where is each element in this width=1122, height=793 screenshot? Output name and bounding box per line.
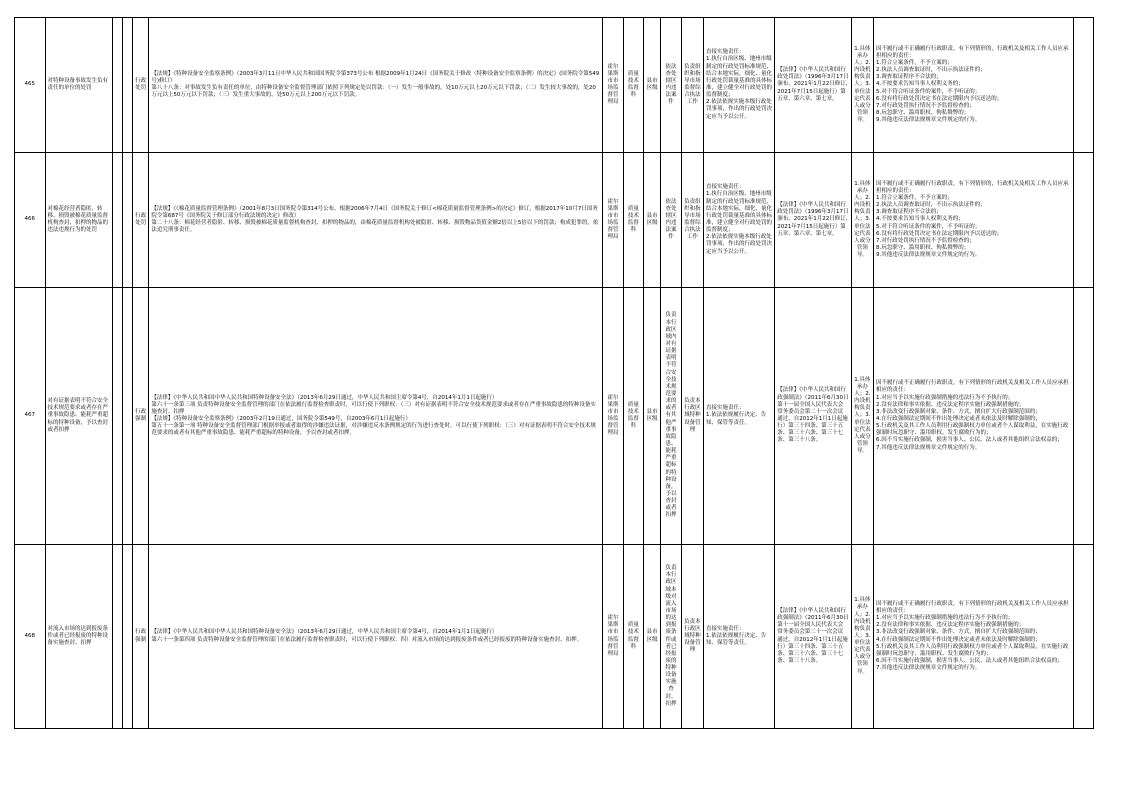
accountability-circumstances-line: 1.符合立案条件，不予立案的； [876, 60, 953, 66]
power-list-table [14, 17, 1094, 729]
accountability-circumstances-line: 3.调查取证程序不合法的； [876, 209, 942, 216]
accountability-circumstances-line: 1.对应当予以实施行政强制措施的违法行为不予执行的； [876, 615, 1014, 622]
responsibility-scope: 依法查处辖区内违法案件 [661, 18, 681, 153]
execution-level: 县市区级 [644, 18, 661, 153]
accountability-circumstances-line: 6.因不当实施行政强制，损害当事人、公民、法人或者其他组织合法权益的； [876, 437, 1063, 444]
implementing-department: 霍尔果斯市市场监督管理局 [603, 545, 623, 729]
legal-basis-line: 第八十八条：对事故发生负有责任的单位，由特种设备安全监督管理部门依照下列规定处以罚款：（一）发生一般事故的，处10万元以上20万元以下罚款；（二）发生较大事故的，处20万元以上50万元以下罚款；（三）发生重大事故的，处50万元以上200万元以下罚款。 [151, 85, 596, 99]
accountability-circumstances-line: 因不履行或不正确履行行政职责，有下列情形的，行政机关及相关工作人员应承担相应的责任： [876, 45, 1069, 59]
legal-basis [149, 288, 603, 545]
accountability-circumstances-line: 6.因不当实施行政强制，损害当事人、公民、法人或者其他组织合法权益的； [876, 657, 1063, 664]
table-row [15, 153, 1094, 288]
implementation-responsibility [704, 545, 775, 729]
accountability-circumstances-line: 因不履行或不正确履行行政职责，有下列情形的，行政机关及相关工作人员应承担相应的责任： [876, 180, 1069, 194]
accountability-circumstances-line: 2.没有法律和事实依据、违反法定程序实施行政强制措施的； [876, 401, 1025, 408]
row-number: 465 [15, 18, 46, 153]
blank-cell-b [122, 288, 132, 545]
blank-cell-a [112, 288, 122, 545]
power-type: 行政处罚 [133, 18, 149, 153]
responsibility-scope: 负责本行政区域本级对流入市场的达到报废条件或者已经报废的特种设备实施查封、扣押 [661, 545, 681, 729]
table-row [15, 288, 1094, 545]
legal-basis-line: 第二十八条：棉花经营者隐匿、转移、损毁被棉花质量监督机构查封、扣押的物品的，由棉花质量监督机构处被隐匿、转移、损毁物品货值金额2倍以上5倍以下的罚款；构成犯罪的，依法追究刑事责任。 [151, 220, 599, 234]
coordination-duty: 负责本行政区域特种设备管理 [681, 288, 703, 545]
table-row [15, 545, 1094, 729]
legal-basis [149, 545, 603, 729]
accountability-circumstances-line: 9.其他违反法律法规规章文件规定的行为。 [876, 252, 981, 259]
responsible-office: 质量技术监督科 [623, 545, 643, 729]
remarks-cell [1073, 545, 1093, 729]
implementation-responsibility-line: 2.依法依规实施本级行政处罚事项，作出的行政处罚决定应当予以公开。 [706, 99, 773, 120]
remarks-cell [1073, 288, 1093, 545]
legal-basis-line: 第六十一条第三项 负责特种设备安全监督管理的部门在依法履行监督检查职责时，可以行使下列职权：（三）对有证据表明不符合安全技术规范要求或者存在严重事故隐患的特种设备实施查封、扣押 [151, 401, 596, 415]
legal-basis-line: 【法规】《特种设备安全监察条例》（2003年2月19日通过，国务院令第549号，自2003年6月1日起施行） [151, 416, 411, 422]
power-type: 行政强制 [133, 545, 149, 729]
responsibility-scope: 负责本行政区域内对有证据表明不符合安全技术规范要求的或者有其他严重事故隐患、能耗严重超标的特种设备，予以查封或者扣押 [661, 288, 681, 545]
accountable-subject: 1.具体承办人；2.内设机构负责人；3.单位法定代表人或分管领导。 [851, 545, 873, 729]
accountability-law: 【法律】《中华人民共和国行政强制法》（2011年6月30日第十一届全国人民代表大会常务委员会第二十一次会议通过，自2012年1月1日起施行）第三十四条、第三十五条、第三十六条、第三十七条、第三十八条。 [775, 288, 851, 545]
implementation-responsibility-line: 直接实施责任： [706, 49, 745, 56]
accountability-law: 【法律】《中华人民共和国行政强制法》（2011年6月30日第十一届全国人民代表大会常务委员会第二十一次会议通过，自2012年1月1日起施行）第三十四条、第三十五条、第三十六条、第三十七条、第三十八条。 [775, 545, 851, 729]
implementation-responsibility [704, 153, 775, 288]
blank-cell-a [112, 545, 122, 729]
table-body [15, 18, 1094, 729]
implementation-responsibility-line: 直接实施责任： [706, 184, 745, 191]
accountability-circumstances-line: 2.没有法律和事实依据、违反法定程序实施行政强制措施的； [876, 622, 1025, 629]
legal-basis-line: 第五十一条第一项 特种设备安全监督管理部门根据举报或者取得的涉嫌违法证据，对涉嫌违反本条例规定的行为进行查处时，可以行使下列职权：（三）对有证据表明不符合安全技术规范要求的或者有其他严重事故隐患、能耗严重超标的特种设备，予以查封或者扣押。 [151, 423, 596, 437]
power-type: 行政强制 [133, 288, 149, 545]
legal-basis-line: 【法律】《中华人民共和国中华人民共和国特种设备安全法》（2013年6月29日通过，中华人民共和国主席令第4号，自2014年1月1日起施行） [151, 629, 498, 636]
accountability-law: 【法律】《中华人民共和国行政处罚法》（1996年3月17日颁布，2021年1月22日修订,2021年7月15日起施行）第五章、第六章、第七章。 [775, 18, 851, 153]
row-number: 468 [15, 545, 46, 729]
accountability-circumstances-line: 4.不按要求告知当事人权利义务的； [876, 81, 964, 88]
accountability-circumstances [874, 288, 1074, 545]
implementation-responsibility [704, 288, 775, 545]
accountable-subject: 1.具体承办人；2.内设机构负责人；3.单位法定代表人或分管领导。 [851, 153, 873, 288]
implementation-responsibility-line: 1.执行自治区级、地州市级制定的行政处罚标准规范，结合本地实际，细化、量化行政处罚裁量基准的具体标准，建立健全对行政处罚的监督制度； [706, 191, 773, 234]
legal-basis [149, 18, 603, 153]
accountability-circumstances-line: 7.对行政处罚执行情况不予监督检查的； [876, 102, 975, 109]
legal-basis [149, 153, 603, 288]
accountability-circumstances-line: 7.其他违反法律法规规章文件规定的行为。 [876, 665, 981, 672]
legal-basis-line: 第六十一条第四项 负责特种设备安全监督管理的部门在依法履行监督检查职责时，可以行使下列职权：四）对流入市场的达到报废条件或者已经报废的特种设备实施查封、扣押。 [151, 636, 583, 643]
accountability-circumstances-line: 1.符合立案条件，不予立案的； [876, 195, 953, 201]
remarks-cell [1073, 153, 1093, 288]
legal-basis-line: 【法规】《特种设备安全监察条例》（2003年3月11日中华人民共和国国务院令第373号公布 根据2009年1月24日《国务院关于修改〈特种设备安全监察条例〉的决定》(国务院令第549号)修订） [151, 70, 600, 84]
accountability-law: 【法律】《中华人民共和国行政处罚法》（1996年3月17日颁布，2021年1月22日修订,2021年7月15日起施行）第五章、第六章、第七章。 [775, 153, 851, 288]
accountability-circumstances-line: 4.在行政强制法定期间不作出处理决定或者未依法及时解除强制的； [876, 636, 1041, 643]
implementation-responsibility-line: 1.依法依规履行决定、告知、保管等责任。 [706, 412, 767, 426]
accountability-circumstances [874, 545, 1074, 729]
accountability-circumstances-line: 4.在行政强制法定期间不作出处理决定或者未依法及时解除强制的； [876, 416, 1041, 422]
accountability-circumstances [874, 153, 1074, 288]
implementation-responsibility [704, 18, 775, 153]
legal-basis-line: 【法律】《中华人民共和国中华人民共和国特种设备安全法》（2013年6月29日通过，中华人民共和国主席令第4号，自2014年1月1日起施行） [151, 394, 498, 401]
implementation-responsibility-line: 1.依法依规履行决定、告知、保管等责任。 [706, 632, 767, 647]
responsible-office: 质量技术监督科 [623, 18, 643, 153]
accountability-circumstances [874, 18, 1074, 153]
accountability-circumstances-line: 因不履行或不正确履行行政职责，有下列情形的行政机关及相关工作人员应承担相应的责任： [876, 600, 1069, 614]
implementing-department: 霍尔果斯市市场监督管理局 [603, 153, 623, 288]
accountability-circumstances-line: 7.其他违反法律法规规章文件规定的行为。 [876, 444, 981, 451]
implementation-responsibility-line: 直接实施责任： [706, 625, 745, 632]
responsibility-scope: 依法查处辖区内违法案件 [661, 153, 681, 288]
blank-cell-a [112, 153, 122, 288]
accountability-circumstances-line: 9.其他违反法律法规规章文件规定的行为。 [876, 117, 981, 124]
coordination-duty: 负责组织和指导市场监督综合执法工作 [681, 153, 703, 288]
implementing-department: 霍尔果斯市市场监督管理局 [603, 18, 623, 153]
accountable-subject: 1.具体承办人；2.内设机构负责人；3.单位法定代表人或分管领导。 [851, 18, 873, 153]
item-name: 对特种设备事故发生负有责任的单位的处罚 [45, 18, 112, 153]
execution-level: 县市区级 [644, 153, 661, 288]
accountability-circumstances-line: 因不履行或不正确履行行政职责，有下列情形的行政机关及相关工作人员应承担相应的责任： [876, 380, 1069, 394]
remarks-cell [1073, 18, 1093, 153]
accountability-circumstances-line: 5.行政机关及其工作人员利用行政强制权力单位或者个人谋取利益，在实施行政强制时玩忽职守、滥用职权、发生腐败行为的； [876, 643, 1069, 657]
accountability-circumstances-line: 7.对行政处罚执行情况不予监督检查的； [876, 237, 975, 244]
row-number: 466 [15, 153, 46, 288]
blank-cell-b [122, 545, 132, 729]
accountability-circumstances-line: 1.对应当予以实施行政强制措施的违法行为不予执行的； [876, 394, 1014, 401]
blank-cell-b [122, 153, 132, 288]
responsible-office: 质量技术监督科 [623, 153, 643, 288]
blank-cell-a [112, 18, 122, 153]
accountability-circumstances-line: 5.对于符合听证条件的案件，不予听证的； [876, 88, 981, 95]
item-name: 对有证据表明不符合安全技术规范要求或者存在严重事故隐患、能耗严重超标的特种设备，予以查封或者扣押 [45, 288, 112, 545]
item-name: 对流入市场的达到报废条件或者已经报废的特种设备实施查封、扣押 [45, 545, 112, 729]
execution-level: 县市区级 [644, 545, 661, 729]
legal-basis-line: 【法规】《《棉花质量监督管理条例》（2001年8月3日国务院令第314号公布，根据2006年7月4日《国务院关于修订<棉花质量监督管理条例>的决定》修订，根据2017年10月7日国务院令第687号《国务院关于修订部分行政法规的决定》修改） [151, 205, 598, 219]
blank-cell-b [122, 18, 132, 153]
implementation-responsibility-line: 2.依法依规实施本级行政处罚事项，作出的行政处罚决定应当予以公开。 [706, 234, 773, 255]
accountability-circumstances-line: 5.行政机关及其工作人员利用行政强制权力单位或者个人谋取利益，在实施行政强制时玩忽职守、滥用职权、发生腐败行为的； [876, 423, 1069, 437]
execution-level: 县市区级 [644, 288, 661, 545]
accountability-circumstances-line: 3.调查取证程序不合法的； [876, 74, 942, 81]
accountability-circumstances-line: 4.不按要求告知当事人权利义务的； [876, 216, 964, 223]
responsible-office: 质量技术监督科 [623, 288, 643, 545]
power-type: 行政处罚 [133, 153, 149, 288]
coordination-duty: 负责本行政区域特种设备管理 [681, 545, 703, 729]
accountability-circumstances-line: 2.执法人员调查取证时，不出示执法证件的； [876, 202, 986, 209]
accountability-circumstances-line: 6.没有将行政处罚决定书在法定期限内予以送达的； [876, 95, 1003, 102]
implementation-responsibility-line: 1.执行自治区级、地州市级制定的行政处罚标准规范，结合本地实际，细化、量化行政处罚裁量基准的具体标准，建立健全对行政处罚的监督制度； [706, 56, 773, 99]
table-row [15, 18, 1094, 153]
accountability-circumstances-line: 2.执法人员调查取证时，不出示执法证件的； [876, 67, 986, 74]
row-number: 467 [15, 288, 46, 545]
implementing-department: 霍尔果斯市市场监督管理局 [603, 288, 623, 545]
coordination-duty: 负责组织和指导市场监督综合执法工作 [681, 18, 703, 153]
accountability-circumstances-line: 6.没有将行政处罚决定书在法定期限内予以送达的； [876, 230, 1003, 237]
accountability-circumstances-line: 8.玩忽职守、滥用职权、徇私舞弊的； [876, 244, 970, 251]
accountability-circumstances-line: 3.非法改变行政强制对象、条件、方式，擅自扩大行政强制范围的； [876, 629, 1041, 636]
implementation-responsibility-line: 直接实施责任： [706, 405, 745, 412]
item-name: 对棉花经营者隐匿、转移、损毁被棉花质量监督机构查封、扣押的物品的违法违规行为的处罚 [45, 153, 112, 288]
accountability-circumstances-line: 3.非法改变行政强制对象、条件、方式，擅自扩大行政强制范围的； [876, 408, 1041, 415]
accountability-circumstances-line: 8.玩忽职守、滥用职权、徇私舞弊的； [876, 109, 970, 116]
accountable-subject: 1.具体承办人；2.内设机构负责人；3.单位法定代表人或分管领导。 [851, 288, 873, 545]
accountability-circumstances-line: 5.对于符合听证条件的案件，不予听证的； [876, 223, 981, 230]
